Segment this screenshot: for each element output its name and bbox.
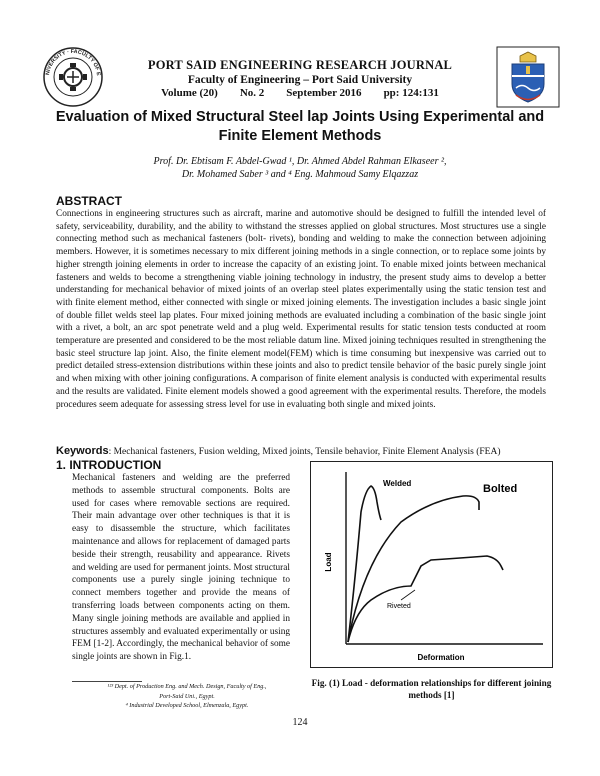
journal-info: [110, 58, 490, 99]
riveted-pointer: [401, 590, 415, 600]
welded-label: Welded: [383, 479, 412, 488]
page-number: 124: [292, 717, 308, 728]
x-axis-label: Deformation: [417, 653, 465, 662]
authors-line-1: Prof. Dr. Ebtisam F. Abdel-Gwad ¹, Dr. Ahmed Abdel Rahman Elkaseer ²,: [153, 156, 447, 167]
footnotes: [72, 682, 302, 711]
footnote-line-2: Port-Said Uni., Egypt.: [159, 692, 215, 700]
page-range: pp: 124:131: [383, 87, 439, 99]
keywords: [56, 445, 576, 457]
load-deformation-plot: [311, 462, 552, 667]
riveted-curve: [348, 556, 503, 642]
riveted-label: Riveted: [387, 603, 411, 610]
footnote-line-1: ¹²³ Dept. of Production Eng. and Mech. Design, Faculty of Eng.,: [107, 683, 267, 690]
bolted-label: Bolted: [483, 483, 518, 495]
author-list: [40, 155, 560, 181]
abstract-text: Connections in engineering structures such as aircraft, marine and automotive should be designed to fulfill the intended level of safety, serviceability, durability, and the ability to withstand the stresses applied on global structures. Most structures use a single connecting method such as mechanical fasteners (bolt- rivets), bonding and welding to make the connection between adjoining members. However, it is sometimes necessary to mix different joining methods in a single connection, or to replace some joints by higher strength joining elements in order to increase the capacity of an existing joint. To enable mixed joints between mechanical fasteners and welds to become a strengthening viable joining technology in industry, the present study aims to develop a better understanding for mechanical behavior of mixed joints of an overlap steel plates experimentally using the static tension test and with finite element method, either connected with single or mixed joining elements. The investigation includes a basic single joint of double fillet welds steel lap plates. Four mixed joining methods are evaluated including a combination of the basic single joint with a rivet, a bolt, an arc spot penetrate weld and a plug weld. Experimental results for static tension tests conducted at room temperature are presented and considered to be the most reliable datum line. Mixed joining techniques resulted in strengthening the basic steel structure lap joint. Also, the finite element model(FEM) which is time consuming but inexpensive was carried out to predict detailed stress-extension distributions within these joints and also to predict tensile behavior of the basic purely single joint and when mixing with other joining configurations. A comparison of finite element analysis is conducted with experimental results and the results are validated. Finite element models showed a good agreement with the experimental results. Therefore, the models procedures seem adequate for assessing stress level for use in evaluating both single and mixed joints.: [56, 209, 546, 410]
issue-number: No. 2: [239, 87, 265, 99]
introduction-text: Mechanical fasteners and welding are the preferred methods to assemble structural components. Bolts are used for cases where removable sections are required. Their main advantage over other techniques is that it is easy to disassemble the structure, which facilitates maintenance and allows for replacement of damaged parts beside their strength, reusability and appearance. Rivets and welding are used for permanent joints. Most structural components use a purely single joining technique to connect members together and provide the means of transferring loads between components acting on them. Many single joining methods are available and applied in structures assembly and evaluated experimentally or using FEM [1-2]. Accordingly, the mechanical behavior of some single joints are shown in Fig.1.: [72, 473, 290, 663]
journal-header: [40, 46, 560, 110]
journal-name: PORT SAID ENGINEERING RESEARCH JOURNAL: [147, 58, 453, 72]
introduction-heading: 1. INTRODUCTION: [56, 458, 162, 472]
university-logo: [40, 46, 106, 108]
figure-1: [310, 461, 553, 668]
faculty-name: Faculty of Engineering – Port Said University: [187, 74, 413, 86]
figure-caption: Fig. (1) Load - deformation relationships for different joining methods [1]: [311, 678, 552, 700]
bolted-curve: [348, 496, 479, 642]
abstract-heading: ABSTRACT: [56, 194, 122, 208]
issue-info: [110, 87, 490, 99]
paper-title: Evaluation of Mixed Structural Steel lap Joints Using Experimental and Finite Element Methods: [55, 109, 545, 144]
authors-line-2: Dr. Mohamed Saber ³ and ⁴ Eng. Mahmoud Samy Elqazzaz: [181, 169, 419, 180]
keywords-label: Keywords: [56, 445, 109, 457]
issue-date: September 2016: [286, 87, 362, 99]
footnote-line-3: ⁴ Industrial Developed School, Elmenzala, Egypt.: [125, 702, 249, 709]
svg-text:PORT SAID UNIVERSITY · FACULTY: NIVERSITY · FACULTY OF E: [45, 48, 102, 77]
keywords-text: : Mechanical fasteners, Fusion welding, Mixed joints, Tensile behavior, Finite Element Analysis (FEA): [108, 447, 501, 457]
y-axis-label: Load: [324, 552, 333, 572]
governorate-emblem: [496, 46, 560, 108]
volume: Volume (20): [161, 87, 218, 99]
